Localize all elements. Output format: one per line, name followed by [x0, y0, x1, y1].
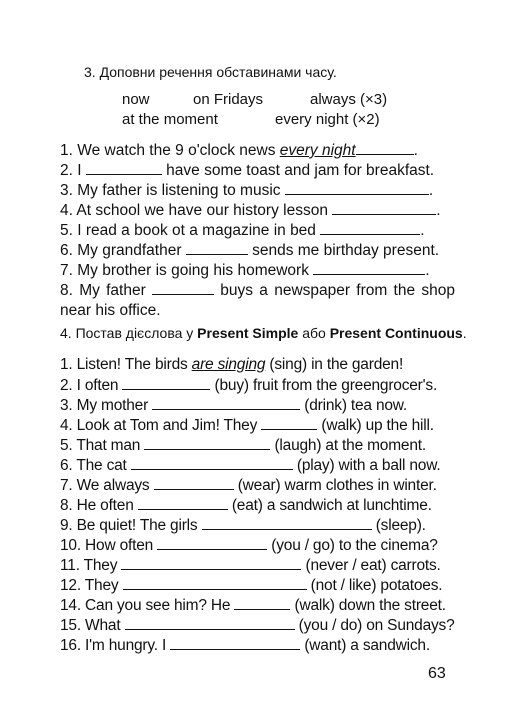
task4-sentence-6: 6. The cat (play) with a ball now. — [60, 457, 441, 474]
task3-sentence-2: 2. I have some toast and jam for breakfast. — [60, 162, 435, 179]
blank-line[interactable] — [170, 635, 300, 650]
task4-sentence-15: 15. What (you / do) on Sundays? — [60, 617, 455, 634]
blank-line[interactable] — [123, 575, 307, 590]
word-bank-every-night: every night (×2) — [275, 111, 380, 128]
blank-line[interactable] — [122, 375, 210, 390]
task3-sentence-1: 1. We watch the 9 o'clock news every night . — [60, 142, 418, 159]
blank-line[interactable] — [131, 455, 293, 470]
task4-sentence-16: 16. I'm hungry. I (want) a sandwich. — [60, 637, 430, 654]
answer-text: are singing — [191, 356, 266, 373]
page-number: 63 — [428, 665, 446, 682]
blank-line[interactable] — [152, 395, 300, 410]
word-bank-now: now — [122, 91, 150, 108]
word-bank-always: always (×3) — [310, 91, 388, 108]
blank-line[interactable] — [356, 140, 414, 155]
task3-sentence-3: 3. My father is listening to music . — [60, 182, 434, 199]
task3-sentence-6: 6. My grandfather sends me birthday present. — [60, 242, 440, 259]
task4-sentence-14: 14. Can you see him? He (walk) down the street. — [60, 597, 446, 614]
word-bank-on-fridays: on Fridays — [193, 91, 264, 108]
task4-sentence-4: 4. Look at Tom and Jim! They (walk) up the hill. — [60, 417, 434, 434]
task4-sentence-9: 9. Be quiet! The girls (sleep). — [60, 517, 426, 534]
blank-line[interactable] — [202, 515, 372, 530]
blank-line[interactable] — [332, 200, 436, 215]
task4-title: 4. Постав дієслова у Present Simple або Present Continuous. — [60, 325, 467, 341]
task4-sentence-3: 3. My mother (drink) tea now. — [60, 397, 408, 414]
task4-sentence-1: 1. Listen! The birds are singing (sing) in the garden! — [60, 356, 404, 373]
task4-sentence-10: 10. How often (you / go) to the cinema? — [60, 537, 438, 554]
blank-line[interactable] — [234, 595, 290, 610]
task3-sentence-7: 7. My brother is going his homework . — [60, 262, 430, 279]
blank-line[interactable] — [320, 220, 420, 235]
blank-line[interactable] — [313, 260, 425, 275]
blank-line[interactable] — [152, 280, 214, 295]
blank-line[interactable] — [125, 615, 295, 630]
answer-text: every night — [279, 142, 356, 159]
blank-line[interactable] — [144, 435, 270, 450]
task4-sentence-5: 5. That man (laugh) at the moment. — [60, 437, 426, 454]
task3-sentence-8: 8. My father buys a newspaper from the shop near his office. — [60, 282, 455, 319]
blank-line[interactable] — [138, 495, 228, 510]
blank-line[interactable] — [86, 160, 162, 175]
task4-sentence-12: 12. They (not / like) potatoes. — [60, 577, 443, 594]
blank-line[interactable] — [285, 180, 429, 195]
blank-line[interactable] — [186, 240, 248, 255]
task3-sentence-4: 4. At school we have our history lesson . — [60, 202, 441, 219]
task4-sentence-11: 11. They (never / eat) carrots. — [60, 557, 441, 574]
task3-sentence-5: 5. I read a book ot a magazine in bed . — [60, 222, 425, 239]
word-bank-at-the-moment: at the moment — [122, 111, 218, 128]
task3-title: 3. Доповни речення обставинами часу. — [84, 64, 337, 80]
blank-line[interactable] — [154, 475, 234, 490]
task4-sentence-2: 2. I often (buy) fruit from the greengrocer's. — [60, 377, 438, 394]
blank-line[interactable] — [157, 535, 267, 550]
task4-sentence-8: 8. He often (eat) a sandwich at lunchtime. — [60, 497, 432, 514]
blank-line[interactable] — [261, 415, 317, 430]
task4-sentence-7: 7. We always (wear) warm clothes in winter. — [60, 477, 437, 494]
blank-line[interactable] — [121, 555, 301, 570]
